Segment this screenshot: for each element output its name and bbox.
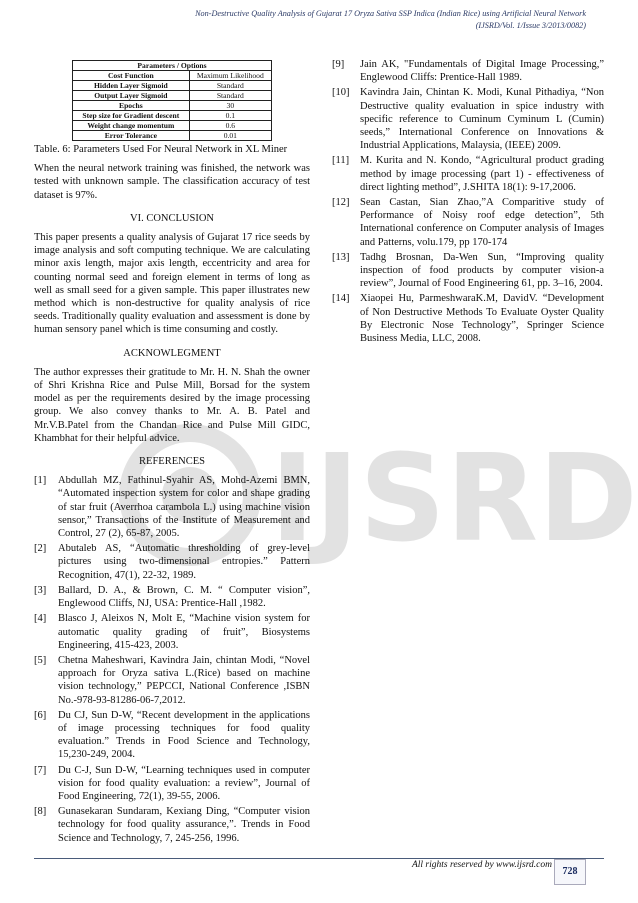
- table-row: [73, 101, 272, 111]
- reference-item: [332, 292, 604, 345]
- reference-list-left: [34, 474, 310, 844]
- page-number: 728: [554, 859, 586, 885]
- table-row: [73, 71, 272, 81]
- reference-item: [34, 764, 310, 804]
- table-caption: Table. 6: Parameters Used For Neural Network in XL Miner: [34, 144, 288, 155]
- reference-text: Abdullah MZ, Fathinul-Syahir AS, Mohd-Azemi BMN, “Automated inspection system for color and shape grading of star fruit (Averrhoa carambola L.) using machine vision sensor,” Transactions of the Institute of Measurement and Control, 27 (2), 65-87, 2005.: [58, 475, 310, 540]
- reference-number: [5]: [34, 654, 47, 666]
- reference-item: [332, 58, 604, 84]
- parameters-table: [72, 60, 272, 141]
- reference-text: Kavindra Jain, Chintan K. Modi, Kunal Pithadiya, “Non Destructive quality evaluation in spice industry with specific reference to Cuminum Cyminum L (Cumin) seeds,” International Conference on Innovations & Industrial Applications, Malaysia, (IEEE) 2009.: [360, 87, 604, 152]
- reference-item: [332, 251, 604, 291]
- reference-text: Tadhg Brosnan, Da-Wen Sun, “Improving quality inspection of food products by computer vision-a review”, Journal of Food Engineering 61, pp. 3–16, 2004.: [360, 251, 604, 290]
- acknowledgment-heading: ACKNOWLEGMENT: [123, 347, 221, 359]
- parameter-name: Weight change momentum: [73, 121, 190, 131]
- reference-list-right: [332, 58, 604, 345]
- header-issue: (IJSRD/Vol. 1/Issue 3/2013/0082): [475, 21, 586, 30]
- table-row: [73, 81, 272, 91]
- reference-text: Du CJ, Sun D-W, “Recent development in the applications of image processing techniques for food quality evaluation.” Trends in Food Science and Technology, 15,230-249, 2004.: [58, 709, 310, 761]
- parameter-value: 0.01: [189, 131, 271, 141]
- reference-text: Xiaopei Hu, ParmeshwaraK.M, DavidV. “Development of Non Destructive Methods To Evaluate Oyster Quality By Electronic Nose Technology”, Springer Science Business Media, LLC, 2008.: [360, 293, 604, 345]
- table-row: [73, 91, 272, 101]
- parameter-value: Standard: [189, 81, 271, 91]
- reference-number: [9]: [332, 59, 345, 70]
- table-header: Parameters / Options: [73, 61, 272, 71]
- reference-number: [8]: [34, 806, 47, 818]
- reference-item: [34, 709, 310, 762]
- reference-number: [3]: [34, 584, 47, 596]
- reference-number: [1]: [34, 475, 47, 487]
- reference-item: [332, 154, 604, 194]
- right-column: [332, 58, 604, 347]
- reference-text: M. Kurita and N. Kondo, “Agricultural product grading method by image processing (part 1) - effectiveness of direct lighting method”, J.SHITA 18(1): 9-17,2006.: [360, 155, 604, 193]
- reference-item: [34, 805, 310, 845]
- parameter-value: 0.1: [189, 111, 271, 121]
- parameter-value: 30: [189, 101, 271, 111]
- reference-item: [34, 542, 310, 582]
- reference-text: Blasco J, Aleixos N, Molt E, “Machine vision system for automatic quality grading of fruit”, Biosystems Engineering, 415-423, 2003.: [58, 613, 310, 651]
- header-title: Non-Destructive Quality Analysis of Gujarat 17 Oryza Sativa SSP Indica (Indian Rice) using Artificial Neural Network: [195, 9, 586, 18]
- reference-number: [12]: [332, 197, 350, 209]
- parameter-name: Output Layer Sigmoid: [73, 91, 190, 101]
- table-row: [73, 121, 272, 131]
- reference-item: [34, 612, 310, 652]
- reference-number: [11]: [332, 155, 350, 167]
- acknowledgment-paragraph: The author expresses their gratitude to Mr. H. N. Shah the owner of Shri Krishna Rice and Pulse Mill, Borsad for the system model as per the requirements desired by the image processing group. We also convey thanks to Mr. A. B. Patel and Mr.V.B.Patel from the Chandan Rice and Pulse Mill GIDC, Khambhat for their helpful advice.: [34, 366, 310, 444]
- running-header: [126, 8, 586, 32]
- reference-number: [4]: [34, 613, 47, 625]
- reference-number: [6]: [34, 709, 47, 721]
- footer-rights: All rights reserved by www.ijsrd.com: [411, 860, 552, 870]
- conclusion-paragraph: This paper presents a quality analysis of Gujarat 17 rice seeds by image analysis and soft computing technique. We are calculating minor axis length, major axis length, eccentricity and area for counting normal seed and foreign element in terms of long as well as small seed for a given sample. This paper illustrates new method which is non-destructive for quality analysis of rice seeds. Traditionally quality evaluation and assessment is done by human sensory panel which is time consuming and costly.: [34, 232, 310, 336]
- parameter-value: Standard: [189, 91, 271, 101]
- parameter-value: Maximum Likelihood: [189, 71, 271, 81]
- references-heading: REFERENCES: [139, 456, 205, 468]
- reference-number: [2]: [34, 543, 47, 555]
- reference-text: Du C-J, Sun D-W, “Learning techniques used in computer vision for food quality evaluation: a review”, Journal of Food Engineering, 72(1), 39-55, 2006.: [58, 764, 310, 802]
- parameter-name: Cost Function: [73, 71, 190, 81]
- page-footer: [0, 858, 638, 888]
- reference-text: Sean Castan, Sian Zhao,”A Comparitive study of Performance of Noisy roof edge detection”, 5th International conference on Computer analysis of Images and Patterns, volu.179, pp 170-174: [360, 197, 604, 248]
- training-paragraph: When the neural network training was finished, the network was tested with unknown sample. The classification accuracy of test dataset is 97%.: [34, 163, 310, 201]
- reference-number: [14]: [332, 293, 350, 305]
- reference-item: [332, 196, 604, 249]
- reference-item: [34, 654, 310, 707]
- reference-item: [34, 474, 310, 540]
- watermark-text: IJSRD: [270, 430, 638, 569]
- reference-number: [10]: [332, 87, 350, 99]
- reference-text: Ballard, D. A., & Brown, C. M. “ Computer vision”, Englewood Cliffs, NJ, USA: Prentice-Hall ,1982.: [58, 584, 310, 610]
- conclusion-heading: VI. CONCLUSION: [130, 212, 214, 224]
- parameter-value: 0.6: [189, 121, 271, 131]
- parameter-name: Epochs: [73, 101, 190, 111]
- reference-text: Chetna Maheshwari, Kavindra Jain, chintan Modi, “Novel approach for Oryza sativa L.(Rice) based on machine vision technology,” PEPCCI, National Conference ,ISBN No.-978-93-81286-06-7,2012.: [58, 654, 310, 706]
- left-column: [34, 60, 310, 847]
- reference-text: Abutaleb AS, “Automatic thresholding of grey-level pictures using two-dimensional entropies.” Pattern Recognition, 47(1), 22-32, 1989.: [58, 543, 310, 581]
- reference-number: [7]: [34, 764, 47, 776]
- reference-text: Gunasekaran Sundaram, Kexiang Ding, “Computer vision technology for food quality assurance,”. Trends in Food Science and Technology, 7, 245-256, 1996.: [58, 806, 310, 844]
- parameter-name: Hidden Layer Sigmoid: [73, 81, 190, 91]
- reference-item: [34, 584, 310, 610]
- parameter-name: Step size for Gradient descent: [73, 111, 190, 121]
- footer-rule: [34, 858, 604, 859]
- table-row: [73, 131, 272, 141]
- table-row: [73, 111, 272, 121]
- reference-number: [13]: [332, 251, 350, 263]
- parameter-name: Error Tolerance: [73, 131, 190, 141]
- reference-item: [332, 86, 604, 152]
- reference-text: Jain AK, "Fundamentals of Digital Image Processing,” Englewood Cliffs: Prentice-Hall 1989.: [360, 59, 604, 84]
